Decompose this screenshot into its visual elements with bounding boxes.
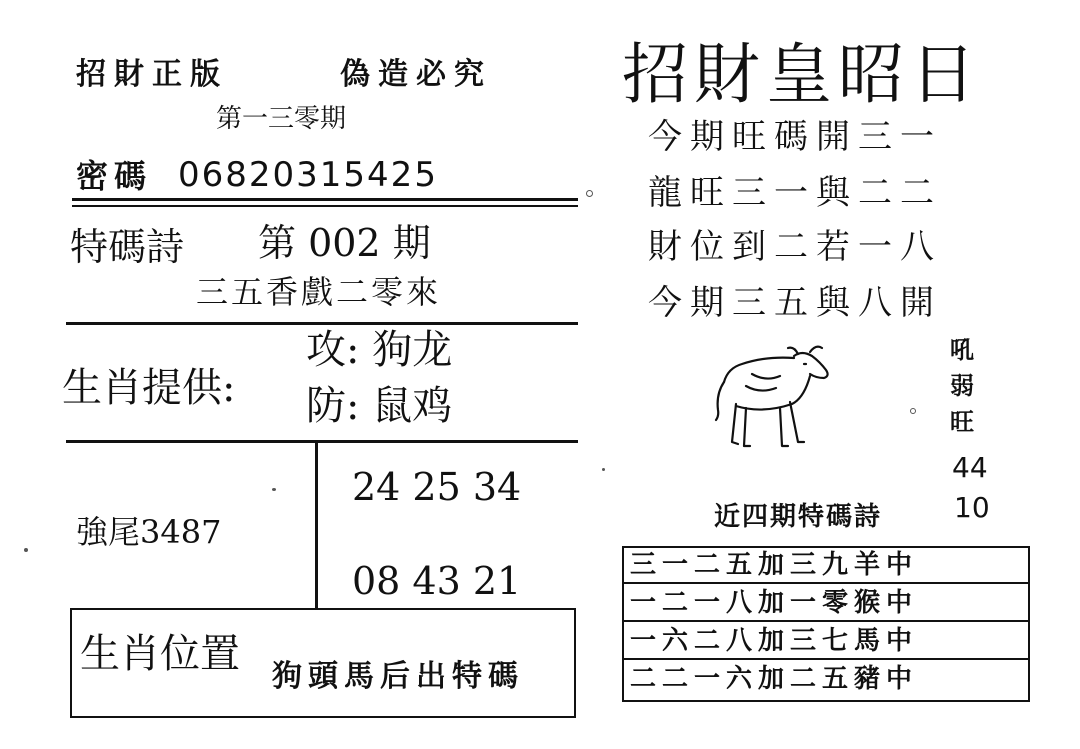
ox-number-2: 10 [954,491,990,524]
double-rule-top [72,198,578,201]
zodiac-label: 生肖提供: [62,365,236,411]
ox-caption-1: 吼 [950,336,974,364]
password-value: 06820315425 [178,155,438,195]
scan-speck [272,488,276,491]
recent-poems-box [622,546,1030,702]
recent-poems-heading: 近四期特碼詩 [714,502,883,532]
rule-under-poem [66,322,578,325]
poem-issue: 第 002 期 [258,221,431,265]
numbers-row-1: 24 25 34 [352,465,522,509]
numbers-divider [315,443,318,609]
fortune-line-3: 財位到二若一八 [648,227,942,267]
ox-number-1: 44 [952,451,988,484]
defend-text: 防: 鼠鸡 [306,383,453,429]
scan-speck [602,468,605,471]
issue-label: 第一三零期 [216,104,347,134]
scan-speck [586,190,593,197]
scan-speck [910,408,916,414]
scan-speck [24,548,28,552]
password-label: 密碼 [76,157,153,195]
ox-caption-2: 弱 [950,372,974,400]
rule-under-zodiac [66,440,578,443]
ox-caption-3: 旺 [950,408,974,436]
attack-text: 攻: 狗龙 [306,327,453,373]
ox-illustration [706,342,836,454]
position-text: 狗頭馬后出特碼 [272,659,524,694]
fortune-line-4: 今期三五與八開 [648,283,942,323]
recent-poem-row-2: 一二一八加一零猴中 [624,586,1028,622]
recent-poem-row-1: 三一二五加三九羊中 [624,548,1028,584]
numbers-row-2: 08 43 21 [352,559,522,603]
fortune-line-2: 龍旺三一與二二 [648,173,942,213]
right-title: 招財皇昭日 [622,36,982,113]
double-rule-bottom [72,205,578,207]
brand-label: 招財正版 [76,57,228,92]
recent-poem-row-4: 二二一六加二五豬中 [630,664,919,694]
fortune-line-1: 今期旺碼開三一 [648,117,942,157]
strong-tail: 強尾3487 [76,513,222,551]
poem-label: 特碼詩 [70,225,185,269]
position-label: 生肖位置 [80,631,240,677]
recent-poem-row-3: 一六二八加三七馬中 [624,624,1028,660]
poem-text: 三五香戲二零來 [196,273,442,311]
warning-label: 偽造必究 [340,57,492,92]
